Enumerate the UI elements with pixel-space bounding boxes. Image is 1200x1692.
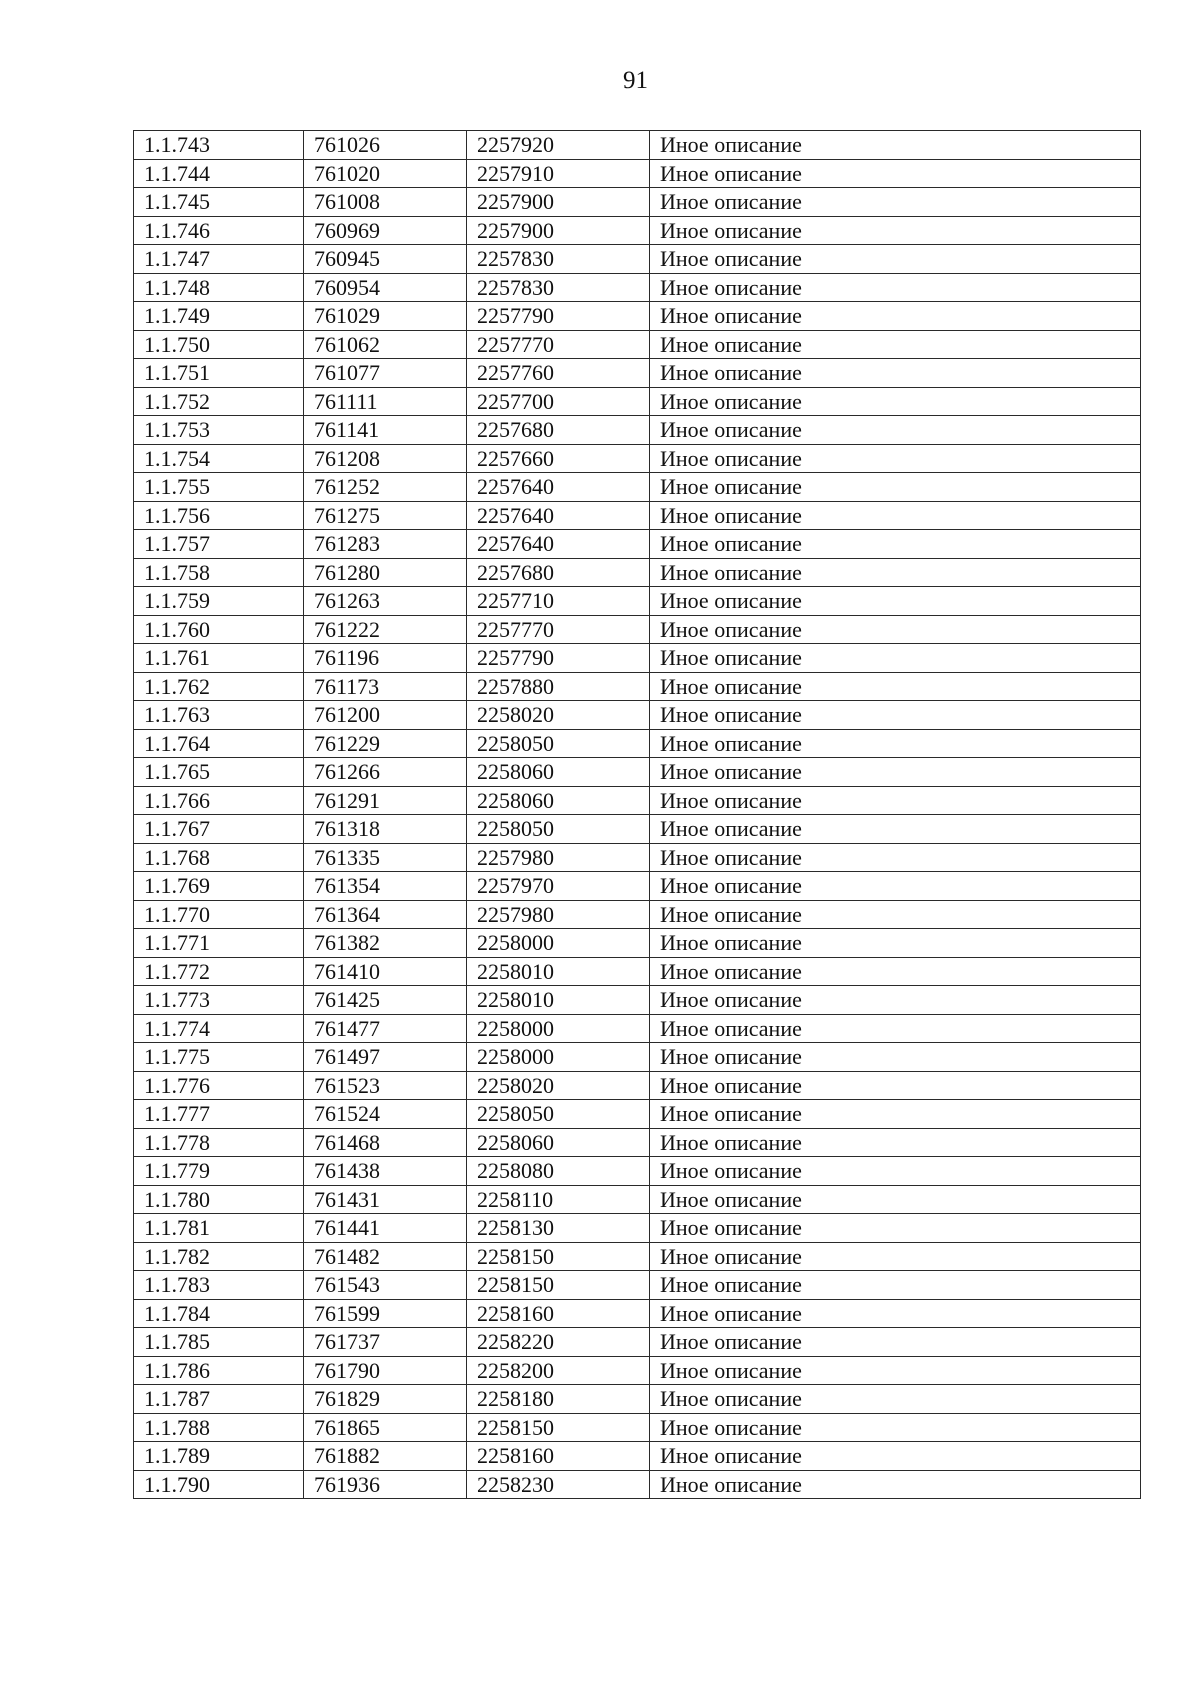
description-cell: Иное описание	[650, 530, 1141, 559]
description-cell: Иное описание	[650, 1328, 1141, 1357]
y-coordinate-cell: 2257680	[467, 416, 650, 445]
table-row	[134, 245, 1141, 274]
table-row	[134, 986, 1141, 1015]
y-coordinate-cell: 2258080	[467, 1157, 650, 1186]
table-row	[134, 159, 1141, 188]
description-cell: Иное описание	[650, 701, 1141, 730]
y-coordinate-cell: 2258150	[467, 1413, 650, 1442]
table-row	[134, 1470, 1141, 1499]
table-row	[134, 473, 1141, 502]
description-cell: Иное описание	[650, 1014, 1141, 1043]
point-number-cell: 1.1.779	[134, 1157, 304, 1186]
x-coordinate-cell: 760954	[304, 273, 467, 302]
x-coordinate-cell: 761410	[304, 957, 467, 986]
table-row	[134, 416, 1141, 445]
x-coordinate-cell: 761543	[304, 1271, 467, 1300]
x-coordinate-cell: 761477	[304, 1014, 467, 1043]
y-coordinate-cell: 2257830	[467, 273, 650, 302]
y-coordinate-cell: 2258130	[467, 1214, 650, 1243]
x-coordinate-cell: 761111	[304, 387, 467, 416]
point-number-cell: 1.1.752	[134, 387, 304, 416]
table-row	[134, 501, 1141, 530]
table-row	[134, 1385, 1141, 1414]
point-number-cell: 1.1.780	[134, 1185, 304, 1214]
point-number-cell: 1.1.790	[134, 1470, 304, 1499]
y-coordinate-cell: 2257900	[467, 216, 650, 245]
description-cell: Иное описание	[650, 1470, 1141, 1499]
x-coordinate-cell: 760969	[304, 216, 467, 245]
description-cell: Иное описание	[650, 1385, 1141, 1414]
y-coordinate-cell: 2258000	[467, 1043, 650, 1072]
table-row	[134, 330, 1141, 359]
point-number-cell: 1.1.773	[134, 986, 304, 1015]
table-row	[134, 216, 1141, 245]
x-coordinate-cell: 761790	[304, 1356, 467, 1385]
point-number-cell: 1.1.777	[134, 1100, 304, 1129]
table-row	[134, 1185, 1141, 1214]
description-cell: Иное описание	[650, 729, 1141, 758]
description-cell: Иное описание	[650, 1442, 1141, 1471]
point-number-cell: 1.1.778	[134, 1128, 304, 1157]
y-coordinate-cell: 2258050	[467, 1100, 650, 1129]
point-number-cell: 1.1.763	[134, 701, 304, 730]
point-number-cell: 1.1.769	[134, 872, 304, 901]
point-number-cell: 1.1.753	[134, 416, 304, 445]
table-row	[134, 843, 1141, 872]
x-coordinate-cell: 761425	[304, 986, 467, 1015]
point-number-cell: 1.1.787	[134, 1385, 304, 1414]
table-row	[134, 672, 1141, 701]
description-cell: Иное описание	[650, 1100, 1141, 1129]
point-number-cell: 1.1.748	[134, 273, 304, 302]
x-coordinate-cell: 761196	[304, 644, 467, 673]
description-cell: Иное описание	[650, 273, 1141, 302]
description-cell: Иное описание	[650, 387, 1141, 416]
x-coordinate-cell: 761524	[304, 1100, 467, 1129]
x-coordinate-cell: 761141	[304, 416, 467, 445]
x-coordinate-cell: 761283	[304, 530, 467, 559]
point-number-cell: 1.1.749	[134, 302, 304, 331]
x-coordinate-cell: 761441	[304, 1214, 467, 1243]
y-coordinate-cell: 2257790	[467, 302, 650, 331]
description-cell: Иное описание	[650, 159, 1141, 188]
y-coordinate-cell: 2257770	[467, 330, 650, 359]
x-coordinate-cell: 761173	[304, 672, 467, 701]
table-row	[134, 815, 1141, 844]
table-row	[134, 1128, 1141, 1157]
description-cell: Иное описание	[650, 302, 1141, 331]
point-number-cell: 1.1.789	[134, 1442, 304, 1471]
table-row	[134, 615, 1141, 644]
y-coordinate-cell: 2257910	[467, 159, 650, 188]
table-row	[134, 1413, 1141, 1442]
y-coordinate-cell: 2257980	[467, 900, 650, 929]
description-cell: Иное описание	[650, 245, 1141, 274]
description-cell: Иное описание	[650, 501, 1141, 530]
description-cell: Иное описание	[650, 1128, 1141, 1157]
table-row	[134, 1356, 1141, 1385]
point-number-cell: 1.1.755	[134, 473, 304, 502]
description-cell: Иное описание	[650, 188, 1141, 217]
description-cell: Иное описание	[650, 758, 1141, 787]
point-number-cell: 1.1.768	[134, 843, 304, 872]
y-coordinate-cell: 2257920	[467, 131, 650, 160]
table-row	[134, 587, 1141, 616]
x-coordinate-cell: 761020	[304, 159, 467, 188]
table-row	[134, 900, 1141, 929]
x-coordinate-cell: 761599	[304, 1299, 467, 1328]
description-cell: Иное описание	[650, 1071, 1141, 1100]
table-row	[134, 1271, 1141, 1300]
table-row	[134, 1100, 1141, 1129]
y-coordinate-cell: 2257970	[467, 872, 650, 901]
description-cell: Иное описание	[650, 672, 1141, 701]
table-row	[134, 558, 1141, 587]
y-coordinate-cell: 2258180	[467, 1385, 650, 1414]
point-number-cell: 1.1.774	[134, 1014, 304, 1043]
y-coordinate-cell: 2258000	[467, 1014, 650, 1043]
x-coordinate-cell: 761865	[304, 1413, 467, 1442]
description-cell: Иное описание	[650, 1157, 1141, 1186]
description-cell: Иное описание	[650, 1413, 1141, 1442]
description-cell: Иное описание	[650, 216, 1141, 245]
y-coordinate-cell: 2258010	[467, 957, 650, 986]
x-coordinate-cell: 761200	[304, 701, 467, 730]
x-coordinate-cell: 761280	[304, 558, 467, 587]
y-coordinate-cell: 2257640	[467, 501, 650, 530]
point-number-cell: 1.1.754	[134, 444, 304, 473]
table-row	[134, 444, 1141, 473]
x-coordinate-cell: 761497	[304, 1043, 467, 1072]
table-row	[134, 701, 1141, 730]
description-cell: Иное описание	[650, 1299, 1141, 1328]
description-cell: Иное описание	[650, 843, 1141, 872]
table-row	[134, 786, 1141, 815]
point-number-cell: 1.1.759	[134, 587, 304, 616]
y-coordinate-cell: 2258010	[467, 986, 650, 1015]
description-cell: Иное описание	[650, 330, 1141, 359]
coordinates-table	[133, 130, 1141, 1499]
table-row	[134, 387, 1141, 416]
y-coordinate-cell: 2258060	[467, 786, 650, 815]
point-number-cell: 1.1.744	[134, 159, 304, 188]
x-coordinate-cell: 761523	[304, 1071, 467, 1100]
table-row	[134, 302, 1141, 331]
y-coordinate-cell: 2257880	[467, 672, 650, 701]
y-coordinate-cell: 2257700	[467, 387, 650, 416]
point-number-cell: 1.1.770	[134, 900, 304, 929]
y-coordinate-cell: 2257900	[467, 188, 650, 217]
table-row	[134, 188, 1141, 217]
x-coordinate-cell: 761077	[304, 359, 467, 388]
x-coordinate-cell: 761263	[304, 587, 467, 616]
x-coordinate-cell: 761468	[304, 1128, 467, 1157]
point-number-cell: 1.1.756	[134, 501, 304, 530]
x-coordinate-cell: 761382	[304, 929, 467, 958]
point-number-cell: 1.1.765	[134, 758, 304, 787]
y-coordinate-cell: 2258060	[467, 758, 650, 787]
y-coordinate-cell: 2258110	[467, 1185, 650, 1214]
description-cell: Иное описание	[650, 644, 1141, 673]
description-cell: Иное описание	[650, 929, 1141, 958]
y-coordinate-cell: 2258150	[467, 1242, 650, 1271]
page-number: 91	[623, 67, 648, 94]
description-cell: Иное описание	[650, 587, 1141, 616]
point-number-cell: 1.1.757	[134, 530, 304, 559]
table-row	[134, 872, 1141, 901]
y-coordinate-cell: 2257660	[467, 444, 650, 473]
x-coordinate-cell: 761438	[304, 1157, 467, 1186]
table-row	[134, 1214, 1141, 1243]
x-coordinate-cell: 760945	[304, 245, 467, 274]
description-cell: Иное описание	[650, 1356, 1141, 1385]
x-coordinate-cell: 761482	[304, 1242, 467, 1271]
description-cell: Иное описание	[650, 986, 1141, 1015]
description-cell: Иное описание	[650, 957, 1141, 986]
x-coordinate-cell: 761335	[304, 843, 467, 872]
x-coordinate-cell: 761318	[304, 815, 467, 844]
table-row	[134, 1442, 1141, 1471]
y-coordinate-cell: 2258020	[467, 701, 650, 730]
description-cell: Иное описание	[650, 473, 1141, 502]
y-coordinate-cell: 2257640	[467, 530, 650, 559]
table-row	[134, 131, 1141, 160]
point-number-cell: 1.1.750	[134, 330, 304, 359]
point-number-cell: 1.1.786	[134, 1356, 304, 1385]
x-coordinate-cell: 761829	[304, 1385, 467, 1414]
point-number-cell: 1.1.747	[134, 245, 304, 274]
x-coordinate-cell: 761029	[304, 302, 467, 331]
point-number-cell: 1.1.764	[134, 729, 304, 758]
point-number-cell: 1.1.760	[134, 615, 304, 644]
x-coordinate-cell: 761252	[304, 473, 467, 502]
description-cell: Иное описание	[650, 558, 1141, 587]
x-coordinate-cell: 761062	[304, 330, 467, 359]
x-coordinate-cell: 761026	[304, 131, 467, 160]
x-coordinate-cell: 761275	[304, 501, 467, 530]
table-row	[134, 359, 1141, 388]
point-number-cell: 1.1.775	[134, 1043, 304, 1072]
x-coordinate-cell: 761354	[304, 872, 467, 901]
point-number-cell: 1.1.758	[134, 558, 304, 587]
y-coordinate-cell: 2257790	[467, 644, 650, 673]
x-coordinate-cell: 761364	[304, 900, 467, 929]
point-number-cell: 1.1.771	[134, 929, 304, 958]
y-coordinate-cell: 2258150	[467, 1271, 650, 1300]
coordinates-table-body	[134, 131, 1141, 1499]
x-coordinate-cell: 761882	[304, 1442, 467, 1471]
description-cell: Иное описание	[650, 1043, 1141, 1072]
point-number-cell: 1.1.761	[134, 644, 304, 673]
description-cell: Иное описание	[650, 786, 1141, 815]
y-coordinate-cell: 2257830	[467, 245, 650, 274]
point-number-cell: 1.1.781	[134, 1214, 304, 1243]
point-number-cell: 1.1.746	[134, 216, 304, 245]
y-coordinate-cell: 2258160	[467, 1299, 650, 1328]
y-coordinate-cell: 2258050	[467, 729, 650, 758]
y-coordinate-cell: 2258050	[467, 815, 650, 844]
description-cell: Иное описание	[650, 1214, 1141, 1243]
description-cell: Иное описание	[650, 1271, 1141, 1300]
y-coordinate-cell: 2257710	[467, 587, 650, 616]
table-row	[134, 929, 1141, 958]
x-coordinate-cell: 761291	[304, 786, 467, 815]
description-cell: Иное описание	[650, 815, 1141, 844]
y-coordinate-cell: 2258200	[467, 1356, 650, 1385]
x-coordinate-cell: 761266	[304, 758, 467, 787]
description-cell: Иное описание	[650, 444, 1141, 473]
y-coordinate-cell: 2258060	[467, 1128, 650, 1157]
description-cell: Иное описание	[650, 615, 1141, 644]
table-row	[134, 644, 1141, 673]
point-number-cell: 1.1.785	[134, 1328, 304, 1357]
table-row	[134, 1157, 1141, 1186]
table-row	[134, 1043, 1141, 1072]
x-coordinate-cell: 761936	[304, 1470, 467, 1499]
point-number-cell: 1.1.766	[134, 786, 304, 815]
y-coordinate-cell: 2258160	[467, 1442, 650, 1471]
point-number-cell: 1.1.745	[134, 188, 304, 217]
point-number-cell: 1.1.762	[134, 672, 304, 701]
description-cell: Иное описание	[650, 359, 1141, 388]
point-number-cell: 1.1.751	[134, 359, 304, 388]
point-number-cell: 1.1.784	[134, 1299, 304, 1328]
x-coordinate-cell: 761229	[304, 729, 467, 758]
x-coordinate-cell: 761431	[304, 1185, 467, 1214]
description-cell: Иное описание	[650, 1185, 1141, 1214]
x-coordinate-cell: 761222	[304, 615, 467, 644]
y-coordinate-cell: 2258020	[467, 1071, 650, 1100]
description-cell: Иное описание	[650, 131, 1141, 160]
y-coordinate-cell: 2257980	[467, 843, 650, 872]
x-coordinate-cell: 761737	[304, 1328, 467, 1357]
point-number-cell: 1.1.767	[134, 815, 304, 844]
y-coordinate-cell: 2258230	[467, 1470, 650, 1499]
table-row	[134, 957, 1141, 986]
y-coordinate-cell: 2257640	[467, 473, 650, 502]
point-number-cell: 1.1.788	[134, 1413, 304, 1442]
y-coordinate-cell: 2258220	[467, 1328, 650, 1357]
x-coordinate-cell: 761208	[304, 444, 467, 473]
table-row	[134, 530, 1141, 559]
table-row	[134, 1328, 1141, 1357]
table-row	[134, 729, 1141, 758]
point-number-cell: 1.1.776	[134, 1071, 304, 1100]
point-number-cell: 1.1.782	[134, 1242, 304, 1271]
point-number-cell: 1.1.772	[134, 957, 304, 986]
y-coordinate-cell: 2257760	[467, 359, 650, 388]
table-row	[134, 1299, 1141, 1328]
point-number-cell: 1.1.783	[134, 1271, 304, 1300]
description-cell: Иное описание	[650, 1242, 1141, 1271]
table-row	[134, 1071, 1141, 1100]
point-number-cell: 1.1.743	[134, 131, 304, 160]
y-coordinate-cell: 2258000	[467, 929, 650, 958]
y-coordinate-cell: 2257680	[467, 558, 650, 587]
description-cell: Иное описание	[650, 416, 1141, 445]
description-cell: Иное описание	[650, 872, 1141, 901]
description-cell: Иное описание	[650, 900, 1141, 929]
table-row	[134, 1014, 1141, 1043]
x-coordinate-cell: 761008	[304, 188, 467, 217]
table-row	[134, 273, 1141, 302]
table-row	[134, 758, 1141, 787]
table-row	[134, 1242, 1141, 1271]
y-coordinate-cell: 2257770	[467, 615, 650, 644]
